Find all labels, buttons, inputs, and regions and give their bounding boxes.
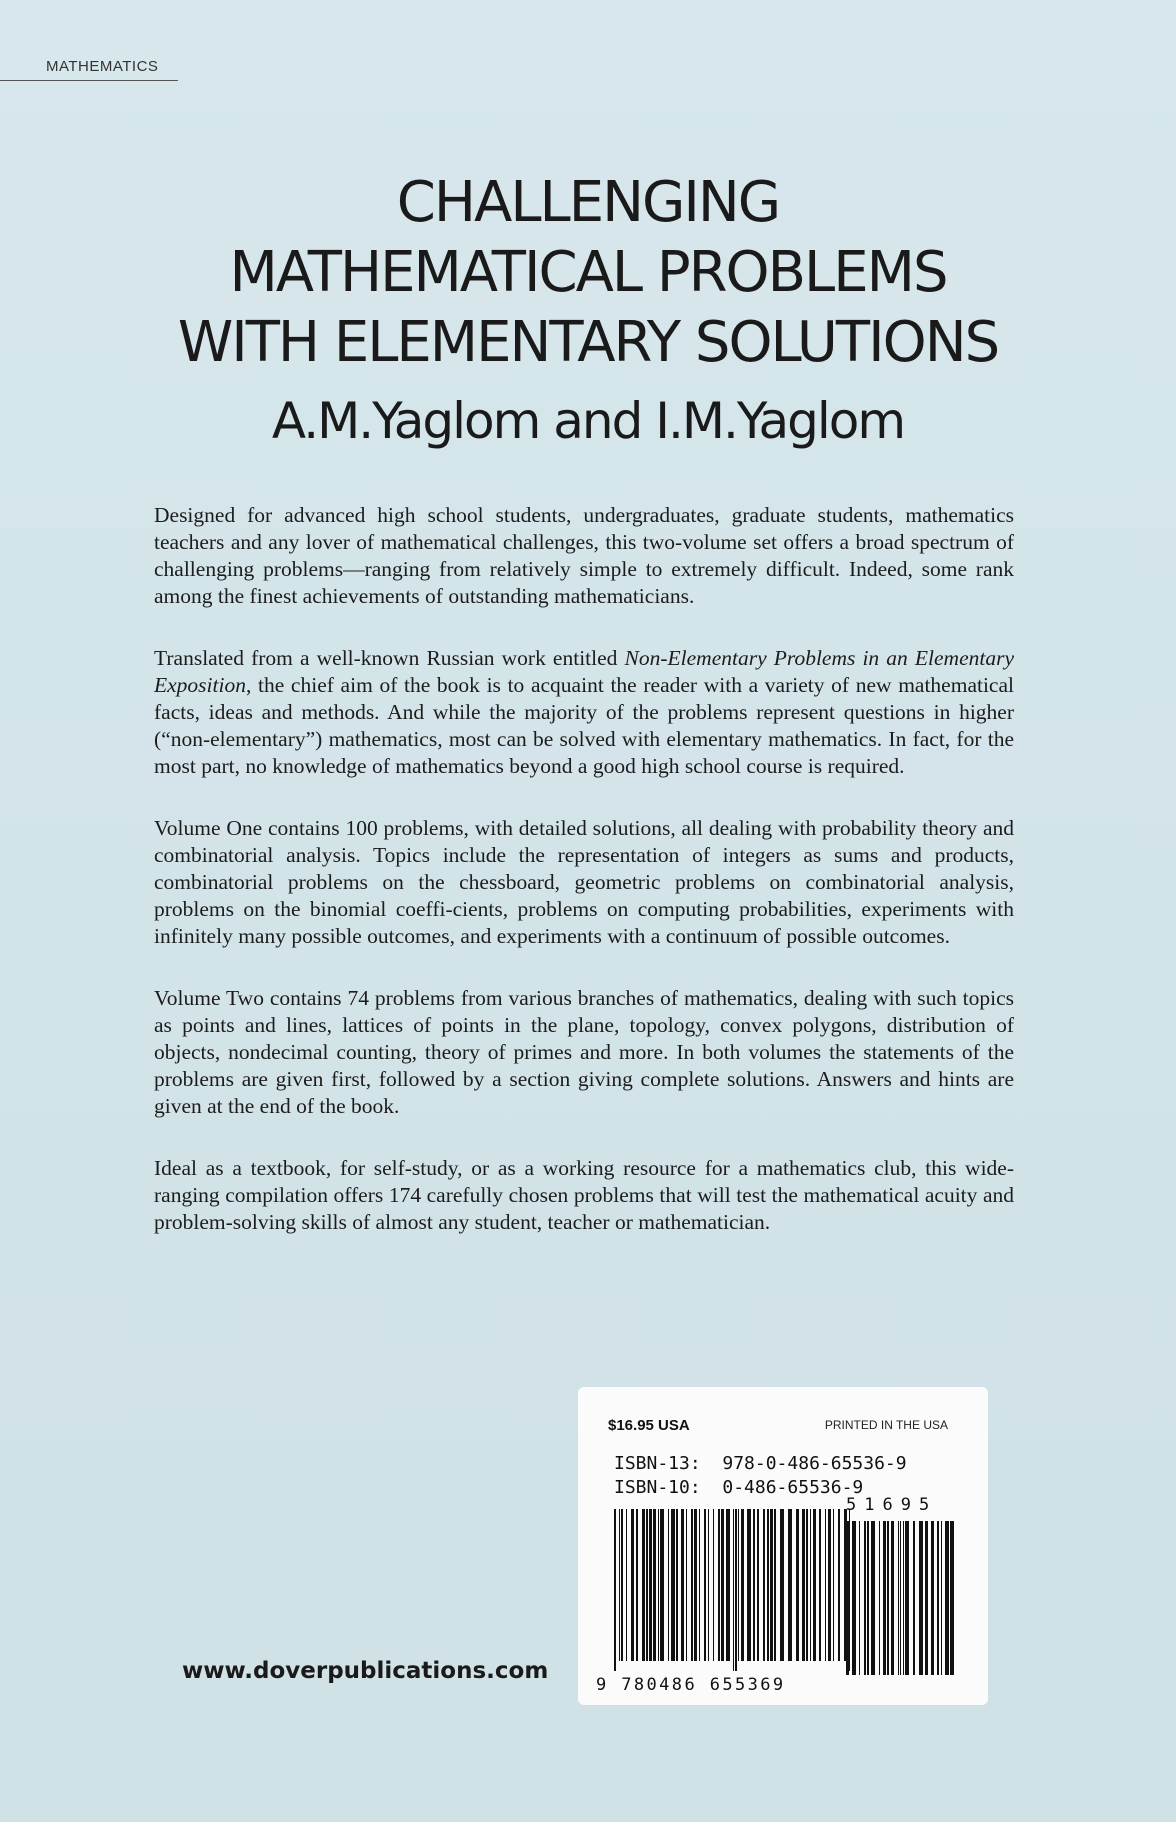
paragraph-5: Ideal as a textbook, for self-study, or as a working resource for a mathematics club, this wide-ranging compilation offers 174 carefully chosen problems that will test the mathematical acuity and problem-solving skills of almost any student, teacher or mathematician.: [154, 1156, 1014, 1234]
price-barcode-box: [578, 1387, 988, 1705]
paragraph-3: Volume One contains 100 problems, with detailed solutions, all dealing with probability theory and combinatorial analysis. Topics include the representation of integers as sums and products, combinatorial problems on the chessboard, geometric problems on combinatorial analysis, problems on the binomial coeffi-cients, problems on computing probabilities, experiments with infinitely many possible outcomes, and experiments with a continuum of possible outcomes.: [154, 816, 1014, 948]
addon-digits: 51695: [846, 1495, 938, 1515]
isbn-13: ISBN-13: 978-0-486-65536-9: [614, 1453, 907, 1474]
price: $16.95 USA: [608, 1417, 690, 1434]
addon-barcode: [846, 1521, 954, 1685]
paragraph-2: [154, 645, 1014, 780]
book-title: [0, 168, 1176, 378]
description: [154, 502, 1014, 1271]
original-title: Non-Elementary Problems in an Elementary Exposition: [154, 646, 1014, 697]
paragraph-1: Designed for advanced high school students, undergraduates, graduate students, mathematics teachers and any lover of mathematical challenges, this two-volume set offers a broad spectrum of challenging problems—ranging from relatively simple to extremely difficult. Indeed, some rank among the finest achievements of outstanding mathematicians.: [154, 503, 1014, 608]
ean-barcode: [614, 1509, 850, 1671]
title-line-1: CHALLENGING: [396, 170, 780, 235]
title-line-2: MATHEMATICAL PROBLEMS: [229, 240, 947, 305]
isbn-10: ISBN-10: 0-486-65536-9: [614, 1477, 864, 1498]
category-rule: [0, 80, 178, 81]
printed-in-label: PRINTED IN THE USA: [824, 1418, 948, 1432]
paragraph-2-end: , the chief aim of the book is to acquaint the reader with a variety of new mathematical facts, ideas and methods. And while the majority of the problems represent questions in higher (“non-elementary”) mathematics, most can be solved with elementary mathematics. In fact, for the most part, no knowledge of mathematics beyond a good high school course is required.: [154, 673, 1014, 778]
authors: A.M.Yaglom and I.M.Yaglom: [271, 392, 905, 450]
paragraph-4: Volume Two contains 74 problems from various branches of mathematics, dealing with such topics as points and lines, lattices of points in the plane, topology, convex polygons, distribution of objects, nondecimal counting, theory of primes and more. In both volumes the statements of the problems are given first, followed by a section giving complete solutions. Answers and hints are given at the end of the book.: [154, 986, 1014, 1118]
paragraph-2-start: Translated from a well-known Russian work entitled: [154, 646, 625, 670]
title-line-3: WITH ELEMENTARY SOLUTIONS: [177, 310, 999, 375]
publisher-website: www.doverpublications.com: [182, 1658, 549, 1684]
category-label: MATHEMATICS: [46, 58, 159, 75]
ean-digits: 9 780486 655369: [596, 1675, 786, 1695]
